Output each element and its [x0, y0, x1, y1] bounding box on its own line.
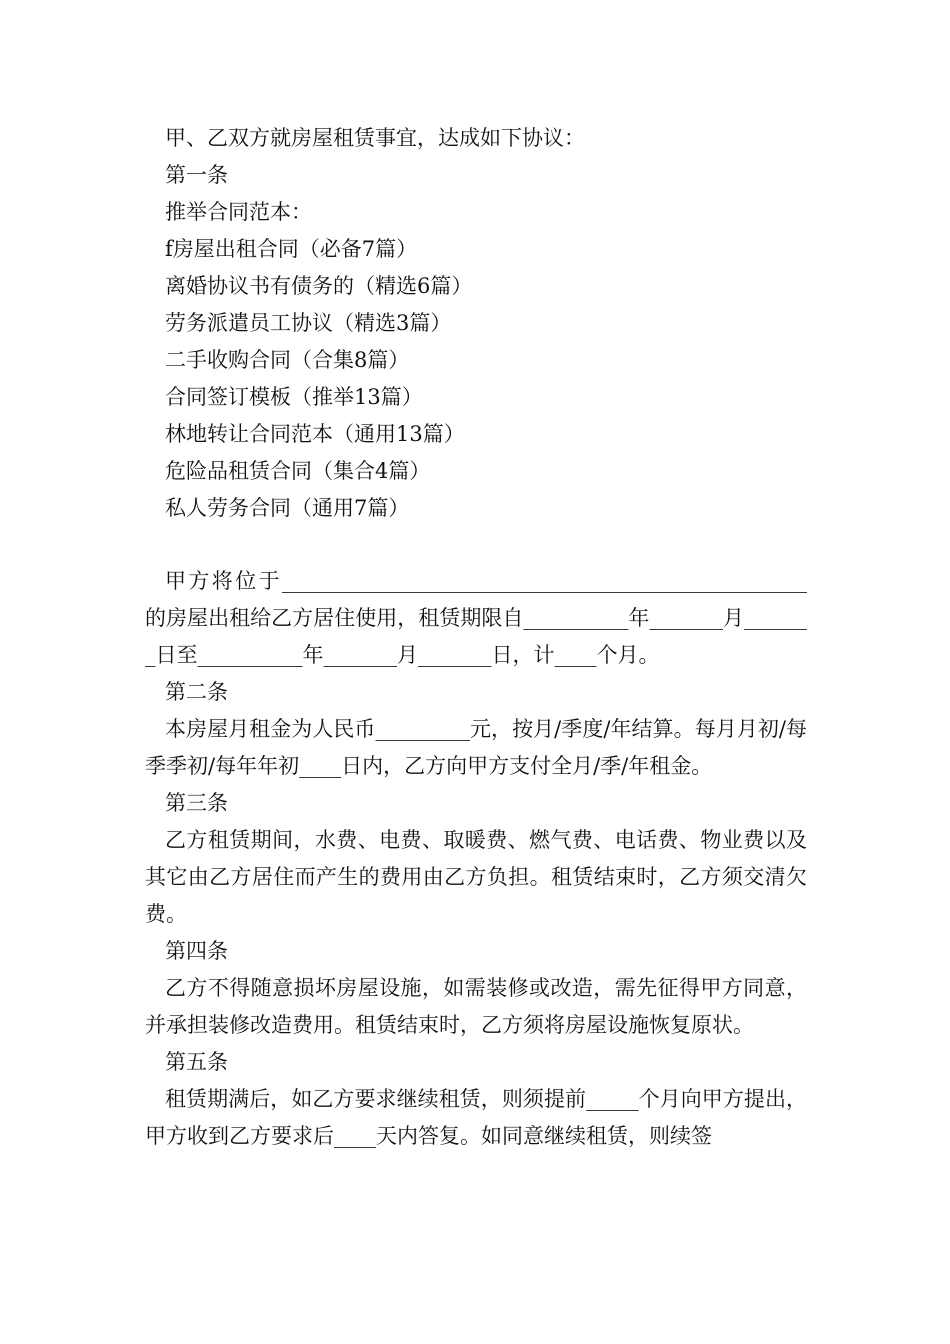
recommend-item[interactable]: 离婚协议书有债务的（精选6篇）: [165, 274, 473, 298]
document-body: [145, 120, 807, 1155]
article-2-heading: 第二条: [165, 680, 228, 704]
recommend-item[interactable]: 劳务派遣员工协议（精选3篇）: [165, 311, 452, 335]
article-4-text: 乙方不得随意损坏房屋设施，如需装修或改造，需先征得甲方同意，并承担装修改造费用。租赁结束时，乙方须将房屋设施恢复原状。: [145, 976, 807, 1037]
article-3-text: 乙方租赁期间，水费、电费、取暖费、燃气费、电话费、物业费以及其它由乙方居住而产生的费用由乙方负担。租赁结束时，乙方须交清欠费。: [145, 828, 807, 926]
recommend-heading: 推举合同范本：: [165, 200, 312, 224]
recommend-list: [145, 231, 807, 527]
article-5-heading: 第五条: [165, 1050, 228, 1074]
recommend-item[interactable]: 林地转让合同范本（通用13篇）: [165, 422, 465, 446]
article-3-heading: 第三条: [165, 791, 228, 815]
recommend-item[interactable]: f房屋出租合同（必备7篇）: [165, 237, 418, 261]
spacer: [145, 527, 807, 563]
article-1-text: 甲方将位于__________________________________________________的房屋出租给乙方居住使用，租赁期限自__________年_______月_______日至__________年_______月_______日，计____个月。: [145, 569, 807, 667]
article-1-heading: 第一条: [165, 163, 228, 187]
recommend-item[interactable]: 合同签订模板（推举13篇）: [165, 385, 423, 409]
article-2-text: 本房屋月租金为人民币_________元，按月/季度/年结算。每月月初/每季季初/每年年初____日内，乙方向甲方支付全月/季/年租金。: [145, 717, 807, 778]
article-4-heading: 第四条: [165, 939, 228, 963]
intro-text: 甲、乙双方就房屋租赁事宜，达成如下协议：: [165, 126, 585, 150]
recommend-item[interactable]: 危险品租赁合同（集合4篇）: [165, 459, 431, 483]
recommend-item[interactable]: 私人劳务合同（通用7篇）: [165, 496, 410, 520]
article-5-text: 租赁期满后，如乙方要求继续租赁，则须提前_____个月向甲方提出，甲方收到乙方要求后____天内答复。如同意继续租赁，则续签: [145, 1087, 807, 1148]
recommend-item[interactable]: 二手收购合同（合集8篇）: [165, 348, 410, 372]
